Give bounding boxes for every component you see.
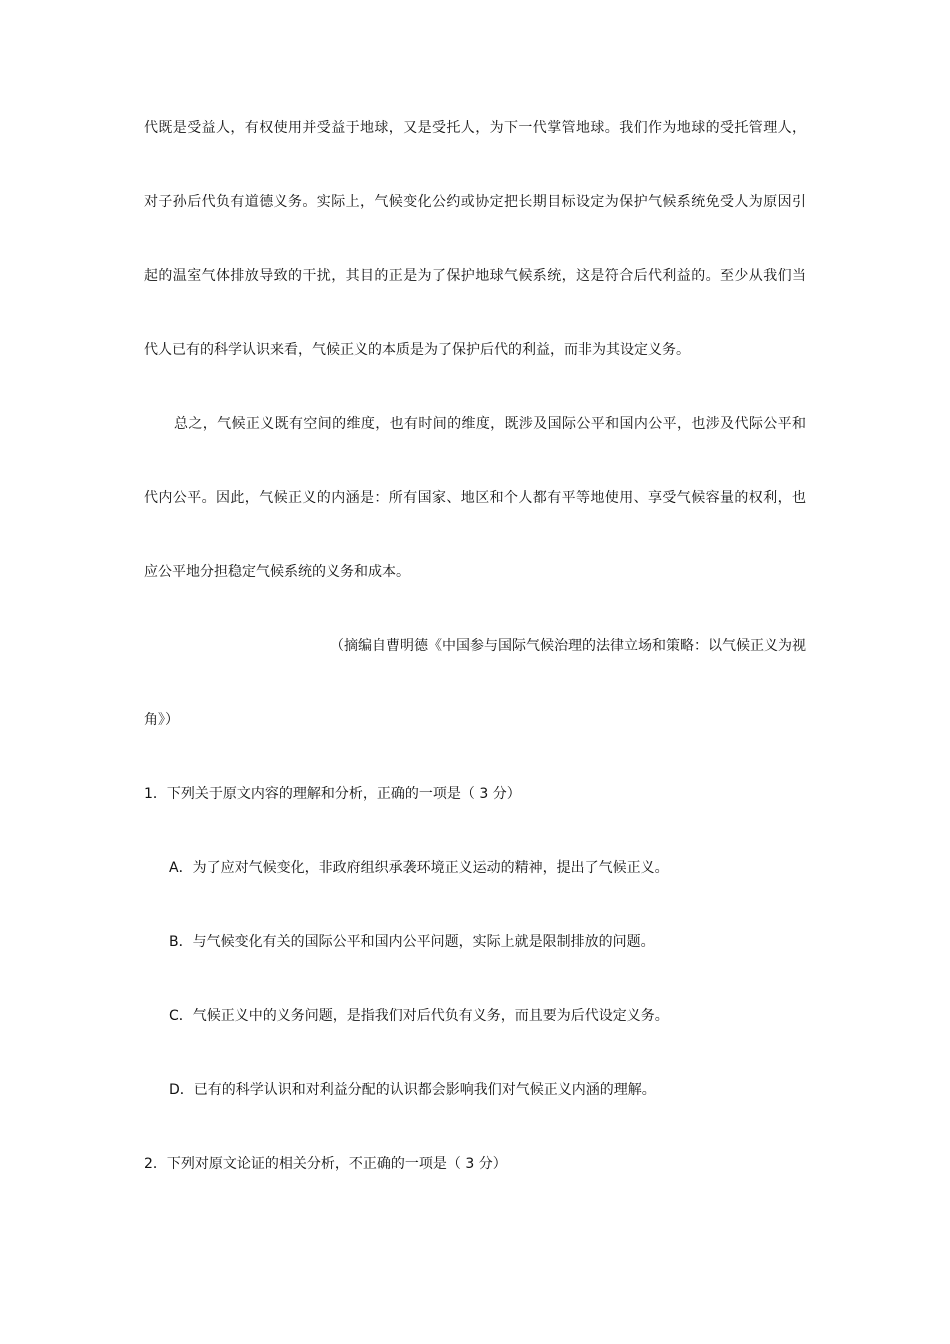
question-1-option-b: B．与气候变化有关的国际公平和国内公平问题，实际上就是限制排放的问题。 xyxy=(169,934,655,950)
source-citation: （摘编自曹明德《中国参与国际气候治理的法律立场和策略：以气候正义为视 xyxy=(330,638,806,654)
question-1-option-c: C．气候正义中的义务问题，是指我们对后代负有义务，而且要为后代设定义务。 xyxy=(169,1008,669,1024)
passage-line: 代既是受益人，有权使用并受益于地球，又是受托人，为下一代掌管地球。我们作为地球的受托管理人， xyxy=(144,120,806,136)
question-2-stem: 2．下列对原文论证的相关分析，不正确的一项是（ 3 分） xyxy=(144,1156,507,1172)
question-1-option-d: D．已有的科学认识和对利益分配的认识都会影响我们对气候正义内涵的理解。 xyxy=(169,1082,656,1098)
passage-line: 应公平地分担稳定气候系统的义务和成本。 xyxy=(144,564,410,580)
passage-line: 代内公平。因此，气候正义的内涵是：所有国家、地区和个人都有平等地使用、享受气候容量的权利，也 xyxy=(144,490,806,506)
question-1-stem: 1．下列关于原文内容的理解和分析，正确的一项是（ 3 分） xyxy=(144,786,521,802)
source-citation-continued: 角》） xyxy=(144,712,179,728)
passage-line: 总之，气候正义既有空间的维度，也有时间的维度，既涉及国际公平和国内公平，也涉及代际公平和 xyxy=(174,416,806,432)
passage-line: 对子孙后代负有道德义务。实际上，气候变化公约或协定把长期目标设定为保护气候系统免受人为原因引 xyxy=(144,194,806,210)
question-1-option-a: A．为了应对气候变化，非政府组织承袭环境正义运动的精神，提出了气候正义。 xyxy=(169,860,669,876)
passage-line: 代人已有的科学认识来看，气候正义的本质是为了保护后代的利益，而非为其设定义务。 xyxy=(144,342,690,358)
passage-line: 起的温室气体排放导致的干扰，其目的正是为了保护地球气候系统，这是符合后代利益的。至少从我们当 xyxy=(144,268,806,284)
